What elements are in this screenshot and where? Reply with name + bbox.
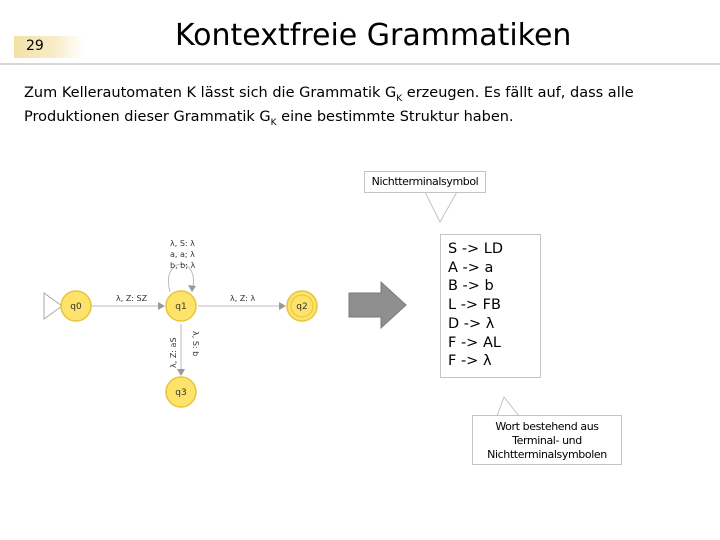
label-q1-q3-right: λ, S: b [191,331,200,357]
callout-nonterminal: Nichtterminalsymbol [364,171,486,193]
state-q3-label: q3 [175,388,187,398]
label-q1-q2: λ, Z: λ [230,294,256,303]
callout-bottom-pointer [497,397,519,416]
label-q1-loop-2: a, a; λ [170,250,195,259]
callout-word-line-2: Terminal- und [512,434,582,447]
callout-word-line-3: Nichtterminalsymbolen [487,448,607,461]
intro-line-2: Produktionen dieser Grammatik $G_K$ eine bestimmte Struktur haben. [24,108,514,128]
callout-top-pointer [424,190,458,222]
state-q0-label: q0 [70,302,82,312]
label-q1-loop-3: b, b; λ [170,261,196,270]
grammar-rule: S -> LD [448,241,504,257]
label-q1-q3-left: λ, Z: aS [169,337,178,368]
state-q1-label: q1 [175,302,187,312]
slide-title: Kontextfreie Grammatiken [175,18,572,53]
big-arrow-shape [349,282,406,328]
state-q2-label: q2 [296,302,308,312]
grammar-rule: L -> FB [448,297,501,314]
slide-number: 29 [26,38,44,54]
label-q1-loop-1: λ, S: λ [170,239,195,248]
start-arrow [44,293,62,319]
intro-line-1: Zum Kellerautomaten K lässt sich die Grammatik $G_K$ erzeugen. Es fällt auf, dass alle [24,85,634,104]
grammar-rule: F -> λ [448,353,492,370]
grammar-rule: B -> b [448,278,494,295]
grammar-rule: F -> AL [448,334,501,351]
callout-word [472,415,622,465]
grammar-rules-box [440,234,541,378]
label-q0-q1: λ, Z: SZ [116,294,148,303]
grammar-rule: D -> λ [448,315,495,332]
grammar-rule: A -> a [448,259,494,276]
callout-word-line-1: Wort bestehend aus [495,420,599,433]
